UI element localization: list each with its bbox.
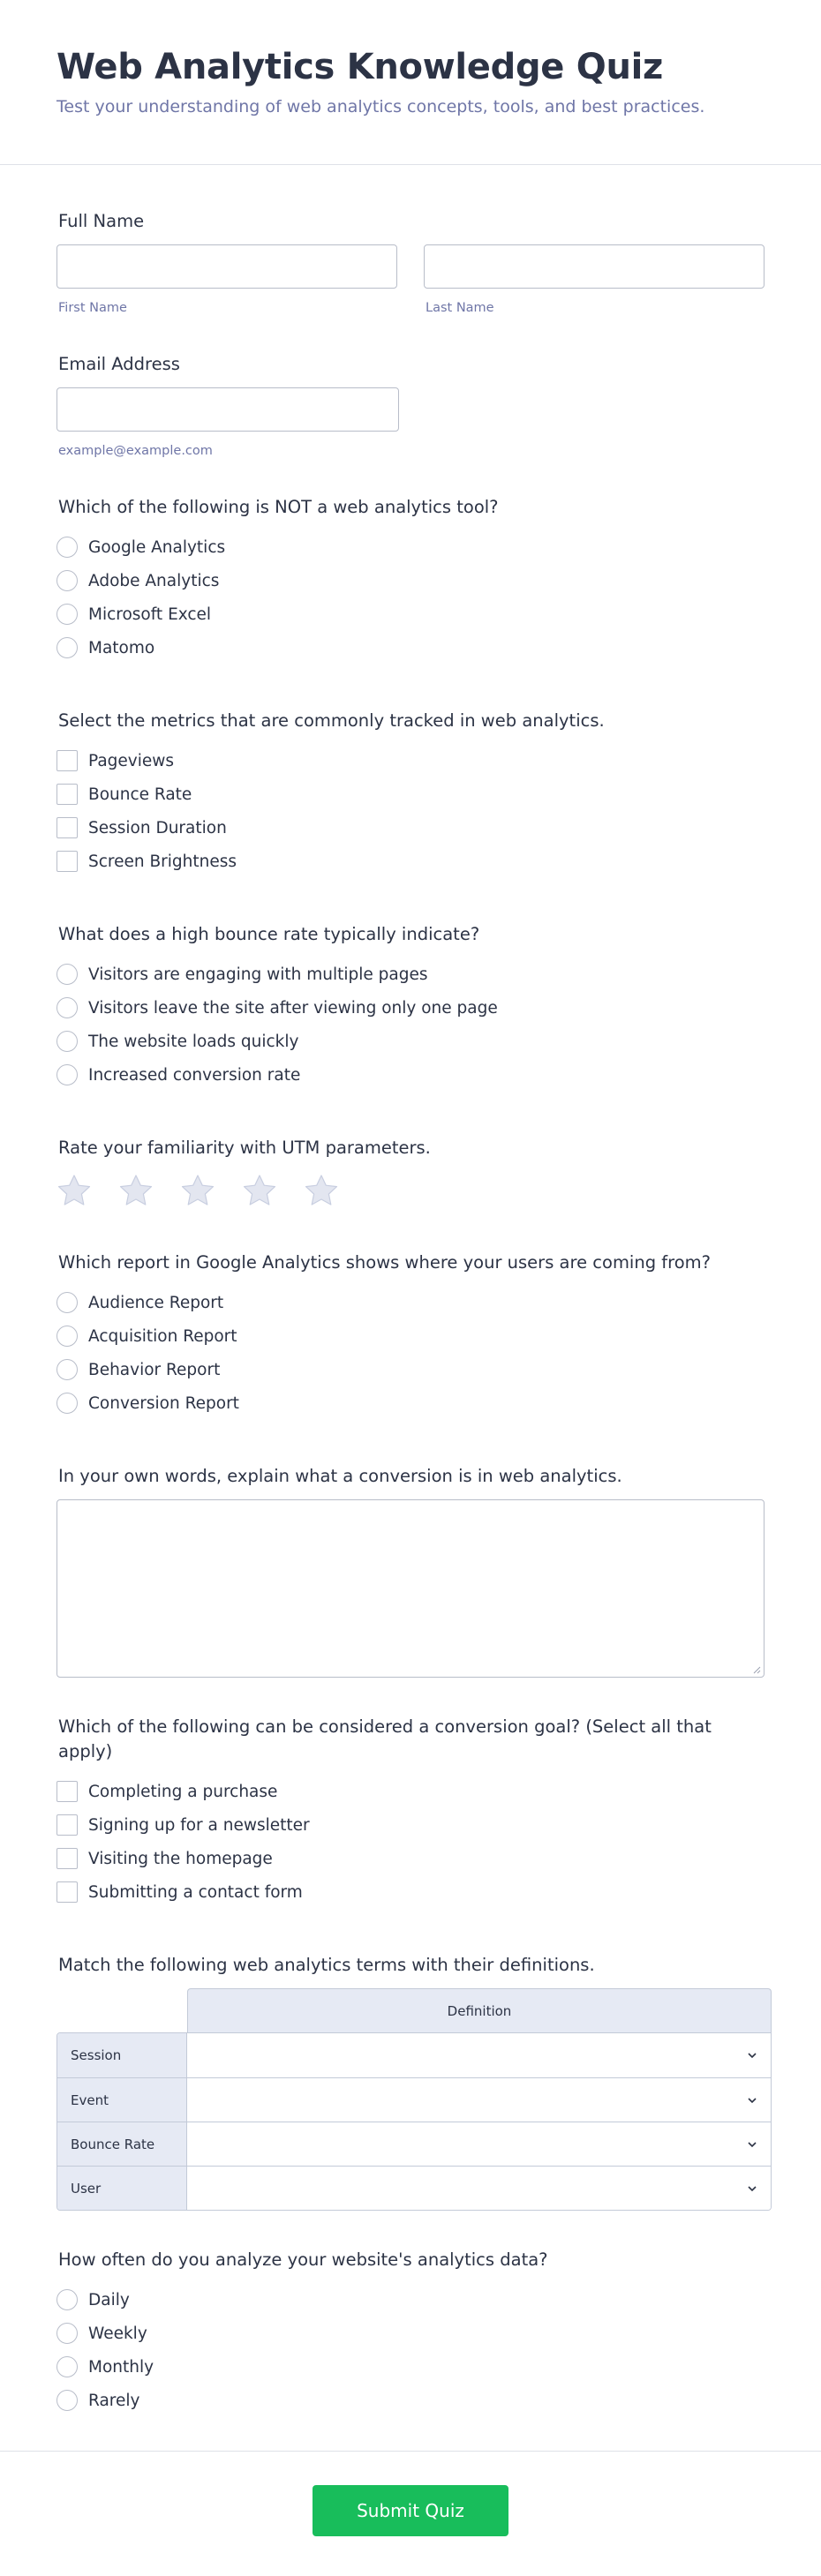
option-label: Behavior Report [88, 1360, 221, 1379]
option-label: Conversion Report [88, 1393, 239, 1413]
question-label: Rate your familiarity with UTM parameters. [58, 1138, 431, 1158]
option-label: Monthly [88, 2357, 154, 2377]
question-not-analytics-tool [56, 495, 765, 665]
checkbox-option[interactable] [56, 777, 765, 811]
question-label: Which report in Google Analytics shows where your users are coming from? [58, 1252, 712, 1273]
option-label: Adobe Analytics [88, 571, 220, 590]
radio-group [56, 958, 765, 1092]
option-label: Visitors are engaging with multiple pages [88, 965, 428, 984]
matching-matrix [56, 1988, 772, 2211]
option-label: Microsoft Excel [88, 605, 212, 624]
option-label: Acquisition Report [88, 1326, 237, 1346]
option-label: Session Duration [88, 818, 227, 837]
matrix-row-label: Event [57, 2078, 187, 2122]
checkbox[interactable] [56, 1814, 78, 1836]
question-analyze-frequency [56, 2248, 765, 2417]
matrix-row-label: Session [57, 2033, 187, 2077]
checkbox-option[interactable] [56, 1842, 765, 1875]
checkbox[interactable] [56, 750, 78, 771]
radio-option[interactable] [56, 2350, 765, 2384]
radio-option[interactable] [56, 1025, 765, 1058]
checkbox-group [56, 1775, 765, 1909]
page-subtitle: Test your understanding of web analytics concepts, tools, and best practices. [56, 97, 705, 116]
option-label: Daily [88, 2290, 130, 2309]
checkbox[interactable] [56, 1848, 78, 1869]
chevron-down-icon [746, 2182, 758, 2195]
radio-option[interactable] [56, 597, 765, 631]
checkbox-option[interactable] [56, 1875, 765, 1909]
radio-button[interactable] [56, 1031, 78, 1052]
form-header [0, 0, 821, 165]
email-field [56, 352, 765, 458]
email-sublabel: example@example.com [58, 444, 213, 458]
checkbox[interactable] [56, 851, 78, 872]
option-label: Completing a purchase [88, 1782, 278, 1801]
option-label: Matomo [88, 638, 155, 657]
star-rating [56, 1173, 765, 1208]
definition-dropdown[interactable] [187, 2078, 771, 2122]
first-name-input[interactable] [56, 244, 397, 289]
question-label: Which of the following can be considered a conversion goal? (Select all that apply) [58, 1716, 712, 1761]
answer-textarea[interactable] [56, 1499, 765, 1678]
name-row [56, 244, 765, 315]
question-ga-report [56, 1250, 765, 1420]
radio-option[interactable] [56, 1386, 765, 1420]
resize-handle-icon[interactable] [752, 1665, 761, 1674]
question-bounce-rate [56, 922, 765, 1092]
option-label: Rarely [88, 2391, 140, 2410]
checkbox[interactable] [56, 1881, 78, 1903]
definition-dropdown[interactable] [187, 2167, 771, 2210]
first-name-sublabel: First Name [58, 301, 127, 315]
matrix-row-label: Bounce Rate [57, 2122, 187, 2166]
radio-button[interactable] [56, 604, 78, 625]
radio-option[interactable] [56, 530, 765, 564]
option-label: Submitting a contact form [88, 1882, 303, 1902]
option-label: Weekly [88, 2324, 147, 2343]
email-label: Email Address [58, 354, 180, 374]
radio-button[interactable] [56, 1393, 78, 1414]
radio-button[interactable] [56, 1292, 78, 1313]
radio-button[interactable] [56, 2289, 78, 2310]
email-input[interactable] [56, 387, 399, 432]
matrix-row [57, 2033, 771, 2077]
checkbox[interactable] [56, 1781, 78, 1802]
definition-dropdown[interactable] [187, 2033, 771, 2077]
checkbox-option[interactable] [56, 1775, 765, 1808]
matrix-row [57, 2122, 771, 2166]
radio-button[interactable] [56, 537, 78, 558]
form-content [0, 209, 821, 2417]
definition-dropdown[interactable] [187, 2122, 771, 2166]
full-name-field [56, 209, 765, 315]
star-icon[interactable] [180, 1173, 215, 1208]
full-name-label: Full Name [58, 211, 145, 231]
star-icon[interactable] [242, 1173, 277, 1208]
question-conversion-explain [56, 1464, 765, 1678]
matrix-corner [56, 1988, 187, 2032]
chevron-down-icon [746, 2138, 758, 2151]
question-label: What does a high bounce rate typically indicate? [58, 924, 480, 944]
chevron-down-icon [746, 2094, 758, 2107]
option-label: Audience Report [88, 1293, 224, 1312]
matrix-row-label: User [57, 2167, 187, 2210]
option-label: Pageviews [88, 751, 175, 770]
checkbox-option[interactable] [56, 744, 765, 777]
last-name-col [424, 244, 765, 315]
option-label: Bounce Rate [88, 785, 192, 804]
question-conversion-goal [56, 1715, 765, 1909]
form-footer [0, 2451, 821, 2576]
question-label: In your own words, explain what a conversion is in web analytics. [58, 1466, 622, 1486]
checkbox-option[interactable] [56, 1808, 765, 1842]
question-label: Match the following web analytics terms with their definitions. [58, 1955, 595, 1975]
radio-option[interactable] [56, 1319, 765, 1353]
radio-option[interactable] [56, 1286, 765, 1319]
matrix-row [57, 2166, 771, 2210]
radio-button[interactable] [56, 570, 78, 591]
checkbox[interactable] [56, 784, 78, 805]
radio-option[interactable] [56, 991, 765, 1025]
option-label: Visitors leave the site after viewing only one page [88, 998, 498, 1018]
radio-option[interactable] [56, 631, 765, 665]
radio-button[interactable] [56, 637, 78, 658]
option-label: Visiting the homepage [88, 1849, 273, 1868]
star-icon[interactable] [118, 1173, 154, 1208]
last-name-input[interactable] [424, 244, 765, 289]
first-name-col [56, 244, 397, 315]
radio-option[interactable] [56, 2384, 765, 2417]
matrix-header [56, 1988, 772, 2032]
option-label: Increased conversion rate [88, 1065, 301, 1085]
question-utm-rating [56, 1136, 765, 1208]
radio-option[interactable] [56, 2317, 765, 2350]
radio-group [56, 530, 765, 665]
radio-button[interactable] [56, 2390, 78, 2411]
star-icon[interactable] [56, 1173, 92, 1208]
option-label: Signing up for a newsletter [88, 1815, 310, 1835]
checkbox-group [56, 744, 765, 878]
option-label: Screen Brightness [88, 852, 237, 871]
radio-option[interactable] [56, 958, 765, 991]
question-label: Select the metrics that are commonly tracked in web analytics. [58, 710, 605, 731]
radio-button[interactable] [56, 1064, 78, 1085]
radio-button[interactable] [56, 997, 78, 1018]
question-label: Which of the following is NOT a web analytics tool? [58, 497, 499, 517]
page-title: Web Analytics Knowledge Quiz [56, 47, 664, 87]
question-metrics-tracked [56, 709, 765, 878]
question-match-terms [56, 1953, 765, 2211]
last-name-sublabel: Last Name [426, 301, 494, 315]
checkbox-option[interactable] [56, 811, 765, 845]
radio-option[interactable] [56, 564, 765, 597]
submit-quiz-button[interactable]: Submit Quiz [313, 2485, 508, 2536]
option-label: Google Analytics [88, 537, 226, 557]
option-label: The website loads quickly [88, 1032, 299, 1051]
matrix-column-header: Definition [187, 1988, 772, 2032]
radio-button[interactable] [56, 1359, 78, 1380]
radio-button[interactable] [56, 964, 78, 985]
radio-option[interactable] [56, 1058, 765, 1092]
radio-button[interactable] [56, 2323, 78, 2344]
star-icon[interactable] [304, 1173, 339, 1208]
question-label: How often do you analyze your website's analytics data? [58, 2249, 548, 2270]
checkbox-option[interactable] [56, 845, 765, 878]
radio-group [56, 2283, 765, 2417]
radio-option[interactable] [56, 1353, 765, 1386]
radio-button[interactable] [56, 2356, 78, 2377]
checkbox[interactable] [56, 817, 78, 838]
radio-button[interactable] [56, 1326, 78, 1347]
radio-group [56, 1286, 765, 1420]
chevron-down-icon [746, 2049, 758, 2062]
matrix-body [56, 2032, 772, 2211]
matrix-row [57, 2077, 771, 2122]
radio-option[interactable] [56, 2283, 765, 2317]
